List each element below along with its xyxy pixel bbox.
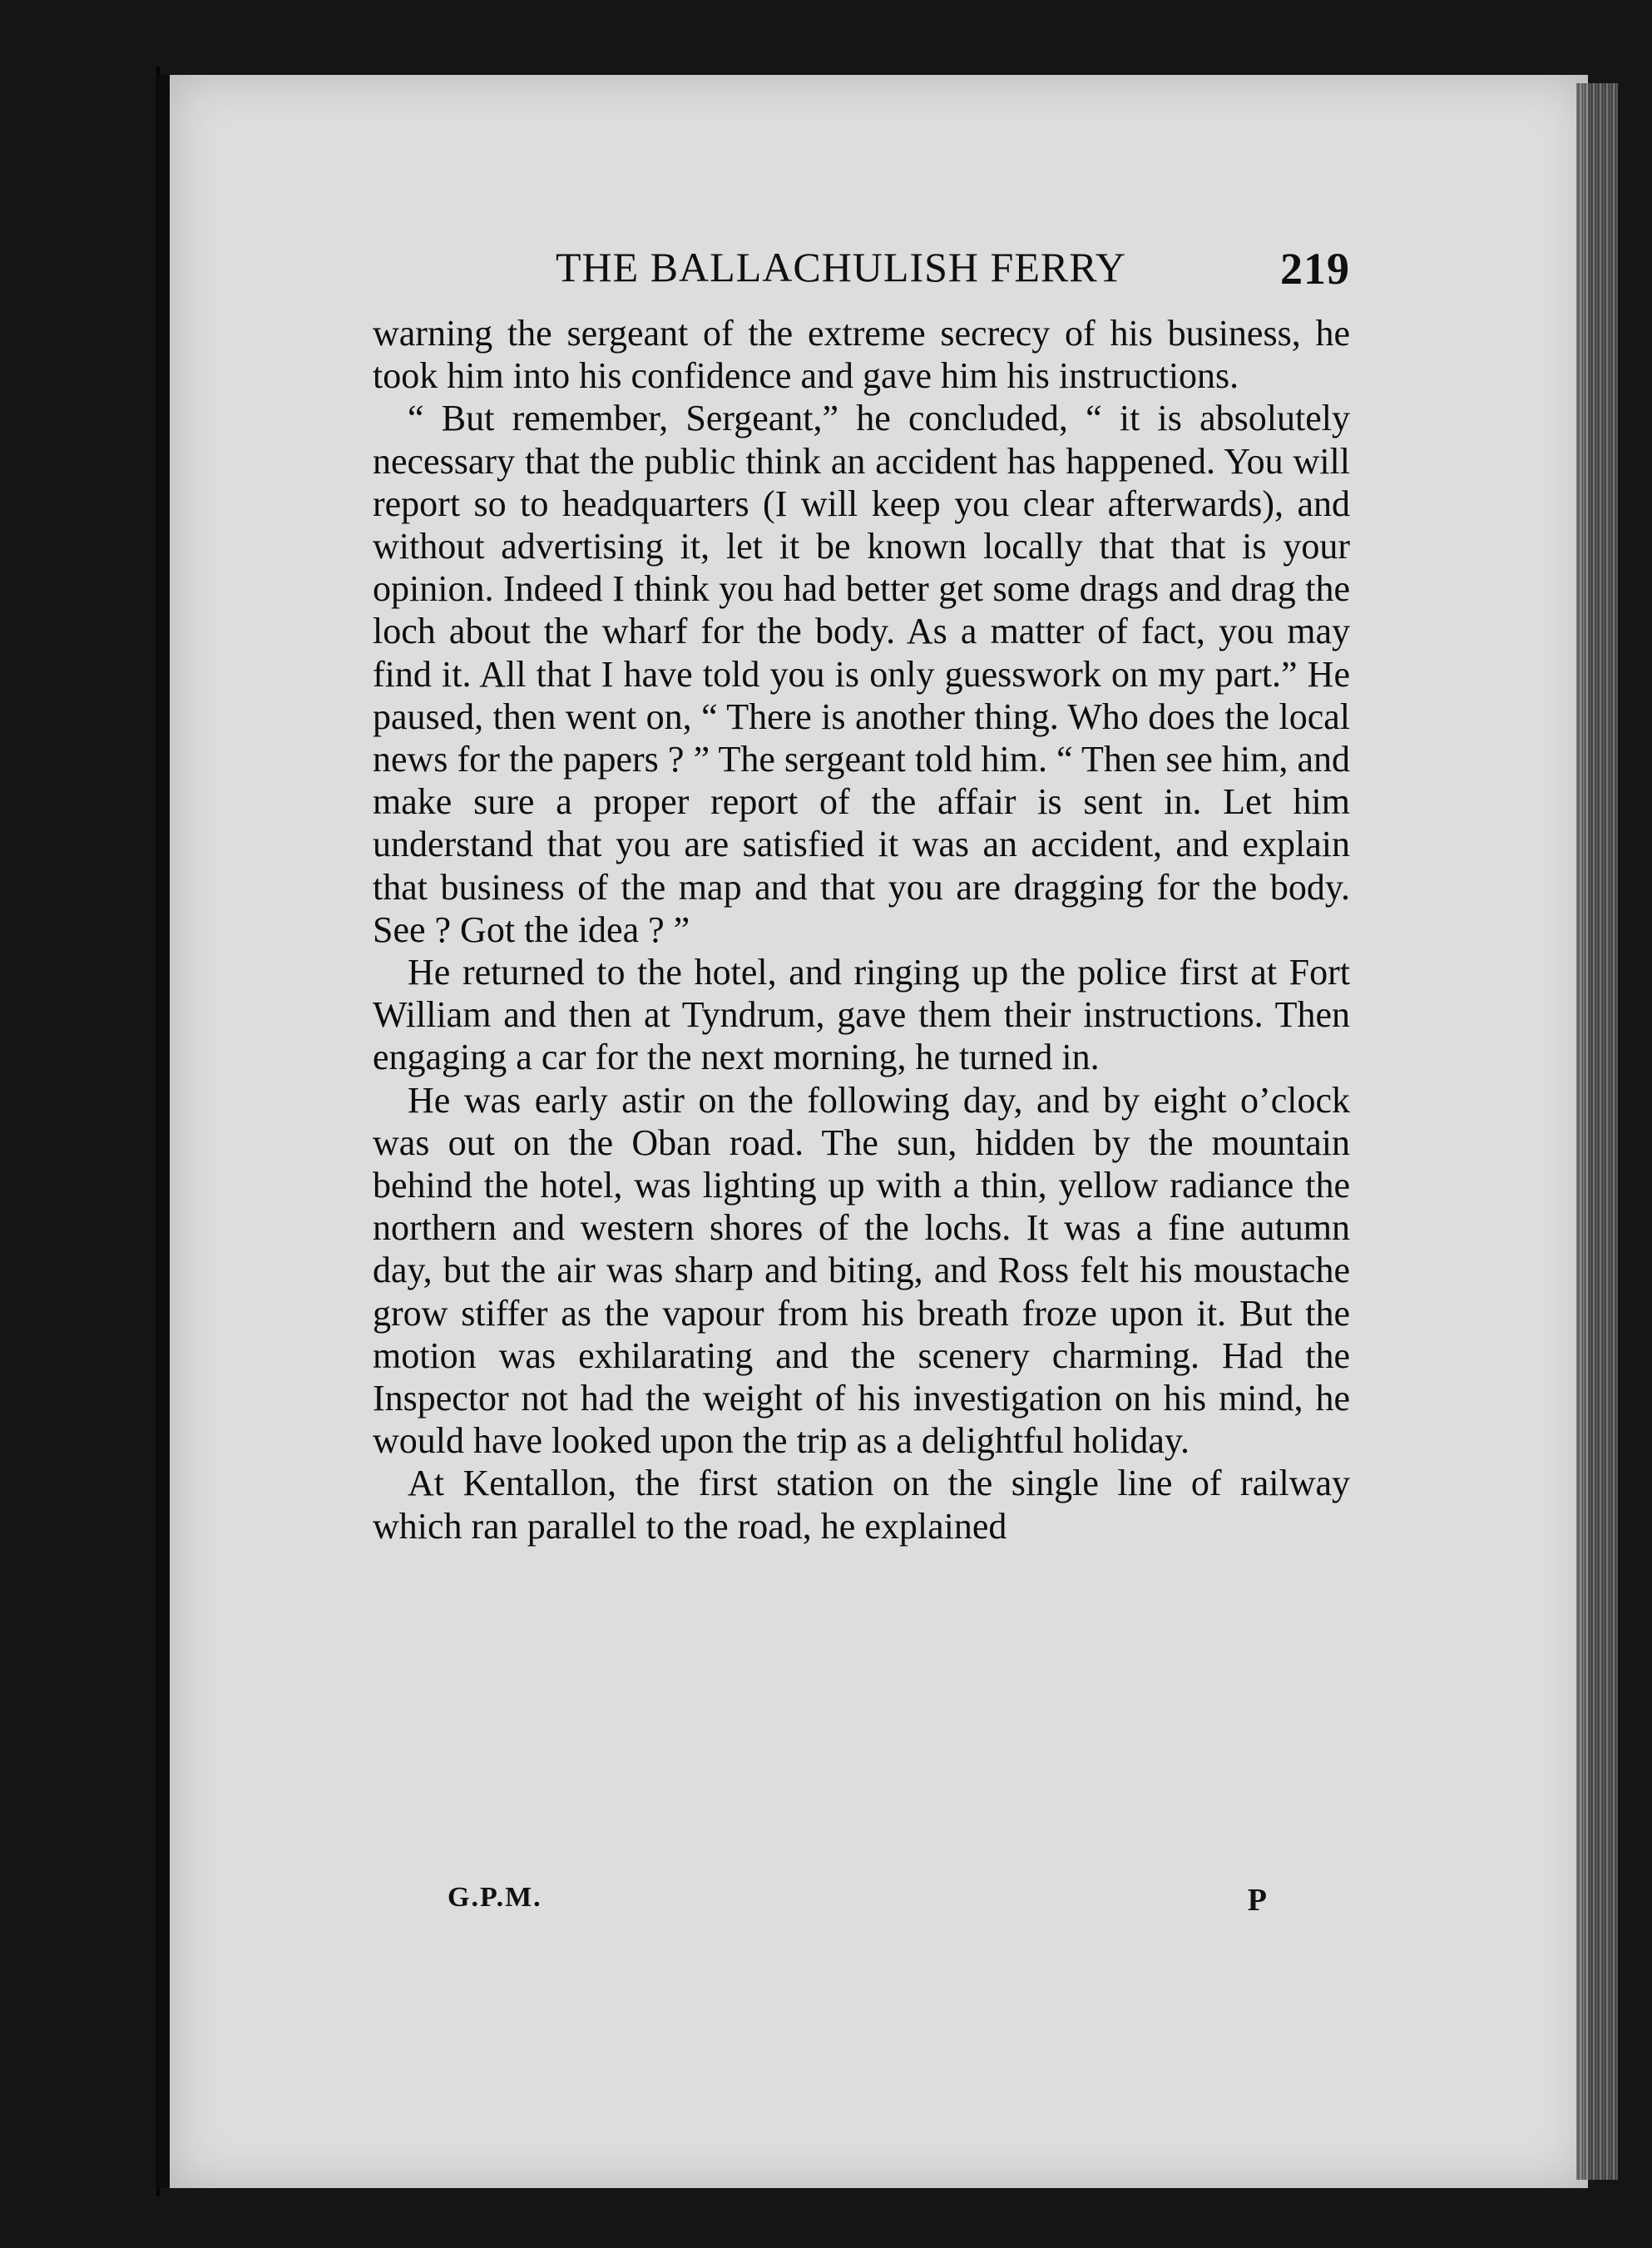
paragraph-5: At Kentallon, the first station on the single line of railway which ran parallel to the road, he explained xyxy=(373,1463,1350,1547)
page-footer xyxy=(373,1882,1350,1932)
chapter-title: THE BALLACHULISH FERRY xyxy=(556,244,1126,290)
page-edges xyxy=(1576,83,1618,2180)
running-head xyxy=(373,243,1350,301)
paragraph-3: He returned to the hotel, and ringing up the police first at Fort William and then at Tyndrum, gave them their instructions. Then engaging a car for the next morning, he turned in. xyxy=(373,952,1350,1078)
signature-mark: G.P.M. xyxy=(448,1882,542,1913)
paragraph-4: He was early astir on the following day, and by eight o’clock was out on the Oban road. The sun, hidden by the mountain behind the hotel, was lighting up with a thin, yellow radiance the northern and western shores of the lochs. It was a fine autumn day, but the air was sharp and biting, and Ross felt his moustache grow stiffer as the vapour from his breath froze upon it. But the motion was exhilarating and the scenery charming. Had the Inspector not had the weight of his investigation on his mind, he would have looked upon the trip as a delightful holiday. xyxy=(373,1079,1350,1462)
body-text xyxy=(373,312,1350,1547)
paragraph-1: warning the sergeant of the extreme secrecy of his business, he took him into his confidence and gave him his instructions. xyxy=(373,313,1350,397)
paragraph-2: “ But remember, Sergeant,” he concluded, “ it is absolutely necessary that the public think an accident has happened. You will report so to headquarters (I will keep you clear afterwards), and without advertising it, let it be known locally that that is your opinion. Indeed I think you had better get some drags and drag the loch about the wharf for the body. As a matter of fact, you may find it. All that I have told you is only guesswork on my part.” He paused, then went on, “ There is another thing. Who does the local news for the papers ? ” The sergeant told him. “ Then see him, and make sure a proper report of the affair is sent in. Let him understand that you are satisfied it was an accident, and explain that business of the map and that you are dragging for the body. See ? Got the idea ? ” xyxy=(373,398,1350,950)
signature-letter: P xyxy=(1247,1883,1267,1918)
page-number: 219 xyxy=(1280,244,1350,294)
